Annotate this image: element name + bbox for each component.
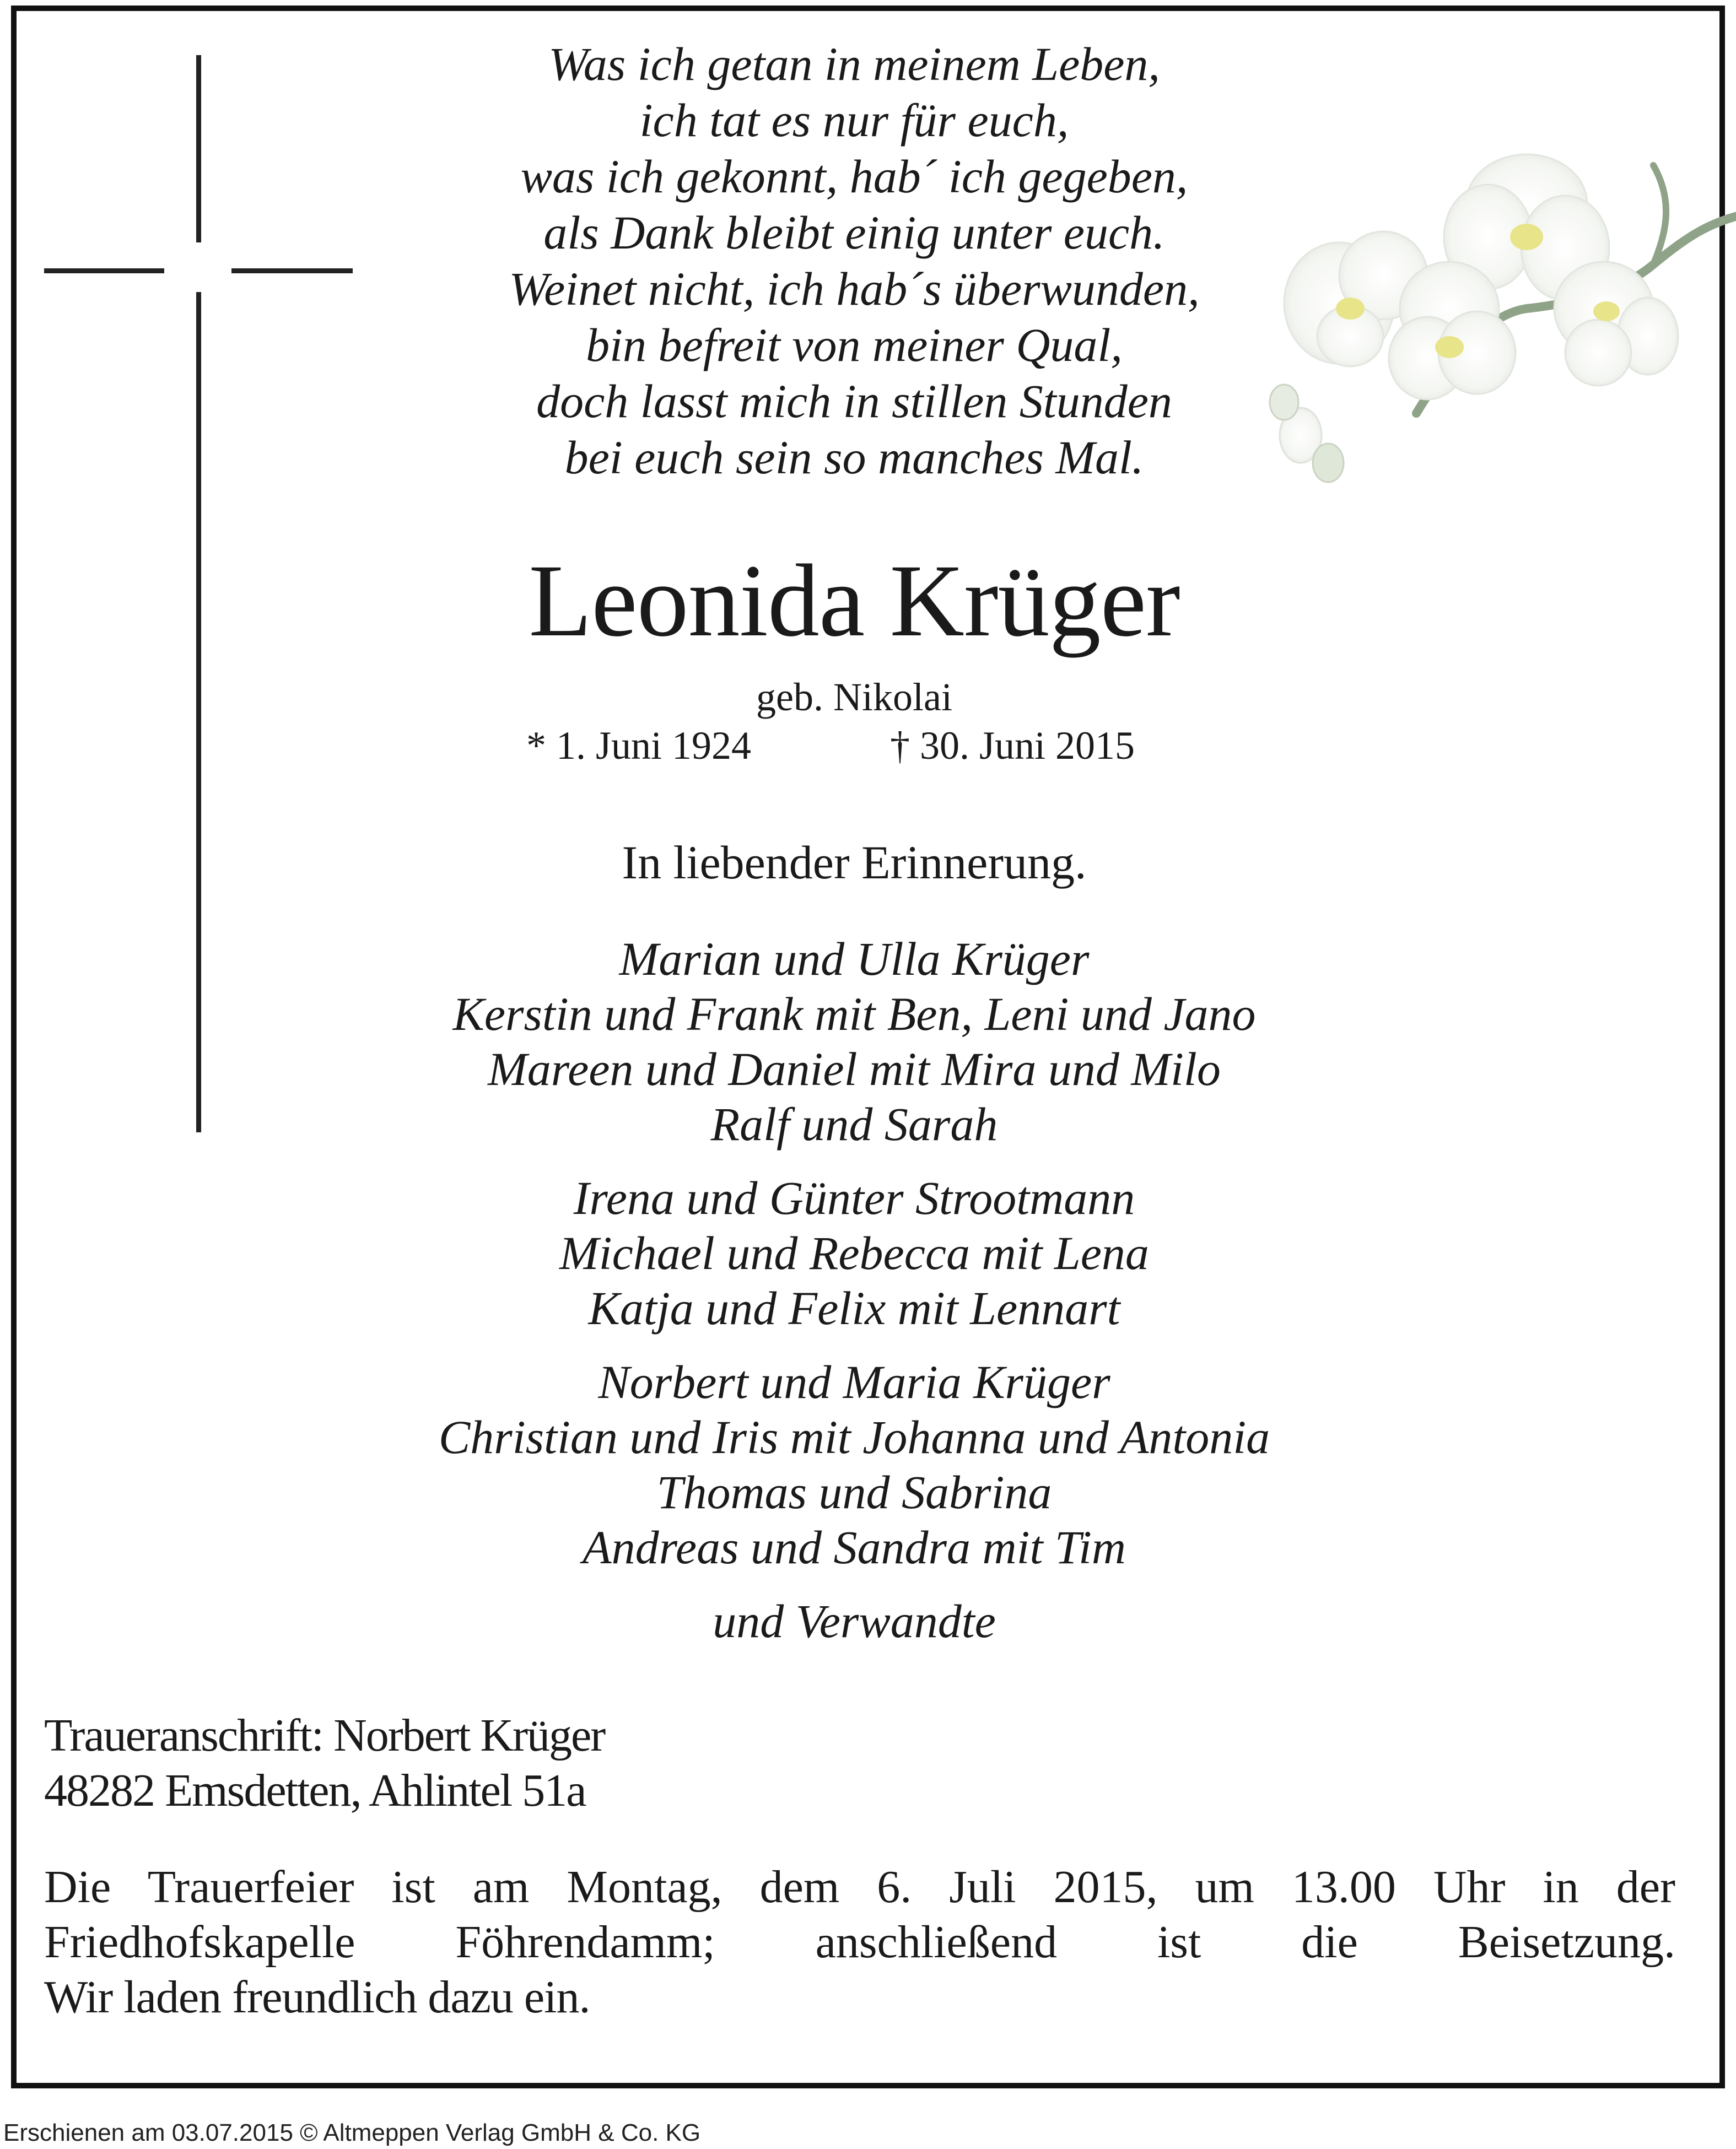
deceased-name: Leonida Krüger [529, 543, 1180, 658]
address-line: Traueranschrift: Norbert Krüger [44, 1710, 605, 1761]
relatives-line: und Verwandte [713, 1595, 996, 1648]
poem-line: Was ich getan in meinem Leben, [548, 37, 1160, 90]
poem [276, 36, 1433, 485]
poem-line: was ich gekonnt, hab´ ich gegeben, [520, 150, 1188, 203]
mourning-address [44, 1708, 605, 1818]
publication-footer: Erschienen am 03.07.2015 © Altmeppen Verlag GmbH & Co. KG [3, 2119, 701, 2146]
funeral-line: Friedhofskapelle Föhrendamm; anschließend ist die Beisetzung. [44, 1916, 1675, 1968]
mourner-line: Marian und Ulla Krüger [619, 932, 1090, 985]
birth-date: * 1. Juni 1924 [526, 723, 752, 768]
birth-name: geb. Nikolai [756, 675, 952, 719]
mourner-line: Kerstin und Frank mit Ben, Leni und Jano [452, 987, 1256, 1040]
funeral-line: Die Trauerfeier ist am Montag, dem 6. Juli 2015, um 13.00 Uhr in der [44, 1861, 1675, 1913]
mourners-list [276, 931, 1433, 1667]
poem-line: ich tat es nur für euch, [639, 94, 1069, 147]
life-dates [0, 722, 1736, 771]
mourner-line: Thomas und Sabrina [656, 1466, 1052, 1519]
mourner-group [276, 931, 1433, 1152]
mourner-line: Christian und Iris mit Johanna und Antonia [438, 1411, 1270, 1464]
mourner-line: Norbert und Maria Krüger [598, 1356, 1110, 1408]
mourner-group [276, 1170, 1433, 1336]
mourner-line: Michael und Rebecca mit Lena [559, 1227, 1149, 1279]
poem-line: als Dank bleibt einig unter euch. [543, 206, 1165, 259]
funeral-line: Wir laden freundlich dazu ein. [44, 1972, 590, 2023]
mourner-line: Andreas und Sandra mit Tim [583, 1521, 1126, 1574]
death-date: † 30. Juni 2015 [890, 723, 1135, 768]
poem-line: bin befreit von meiner Qual, [586, 318, 1123, 371]
mourner-line: Ralf und Sarah [710, 1098, 998, 1151]
funeral-notice [44, 1860, 1675, 2025]
mourner-group [276, 1594, 1433, 1649]
mourner-group [276, 1354, 1433, 1575]
mourner-line: Katja und Felix mit Lennart [588, 1282, 1120, 1335]
memory-line: In liebender Erinnerung. [622, 836, 1087, 889]
mourner-line: Irena und Günter Strootmann [573, 1171, 1135, 1224]
address-line: 48282 Emsdetten, Ahlintel 51a [44, 1765, 586, 1816]
poem-line: Weinet nicht, ich hab´s überwunden, [509, 262, 1200, 315]
poem-line: doch lasst mich in stillen Stunden [536, 375, 1172, 428]
poem-line: bei euch sein so manches Mal. [564, 431, 1144, 484]
mourner-line: Mareen und Daniel mit Mira und Milo [488, 1043, 1221, 1095]
